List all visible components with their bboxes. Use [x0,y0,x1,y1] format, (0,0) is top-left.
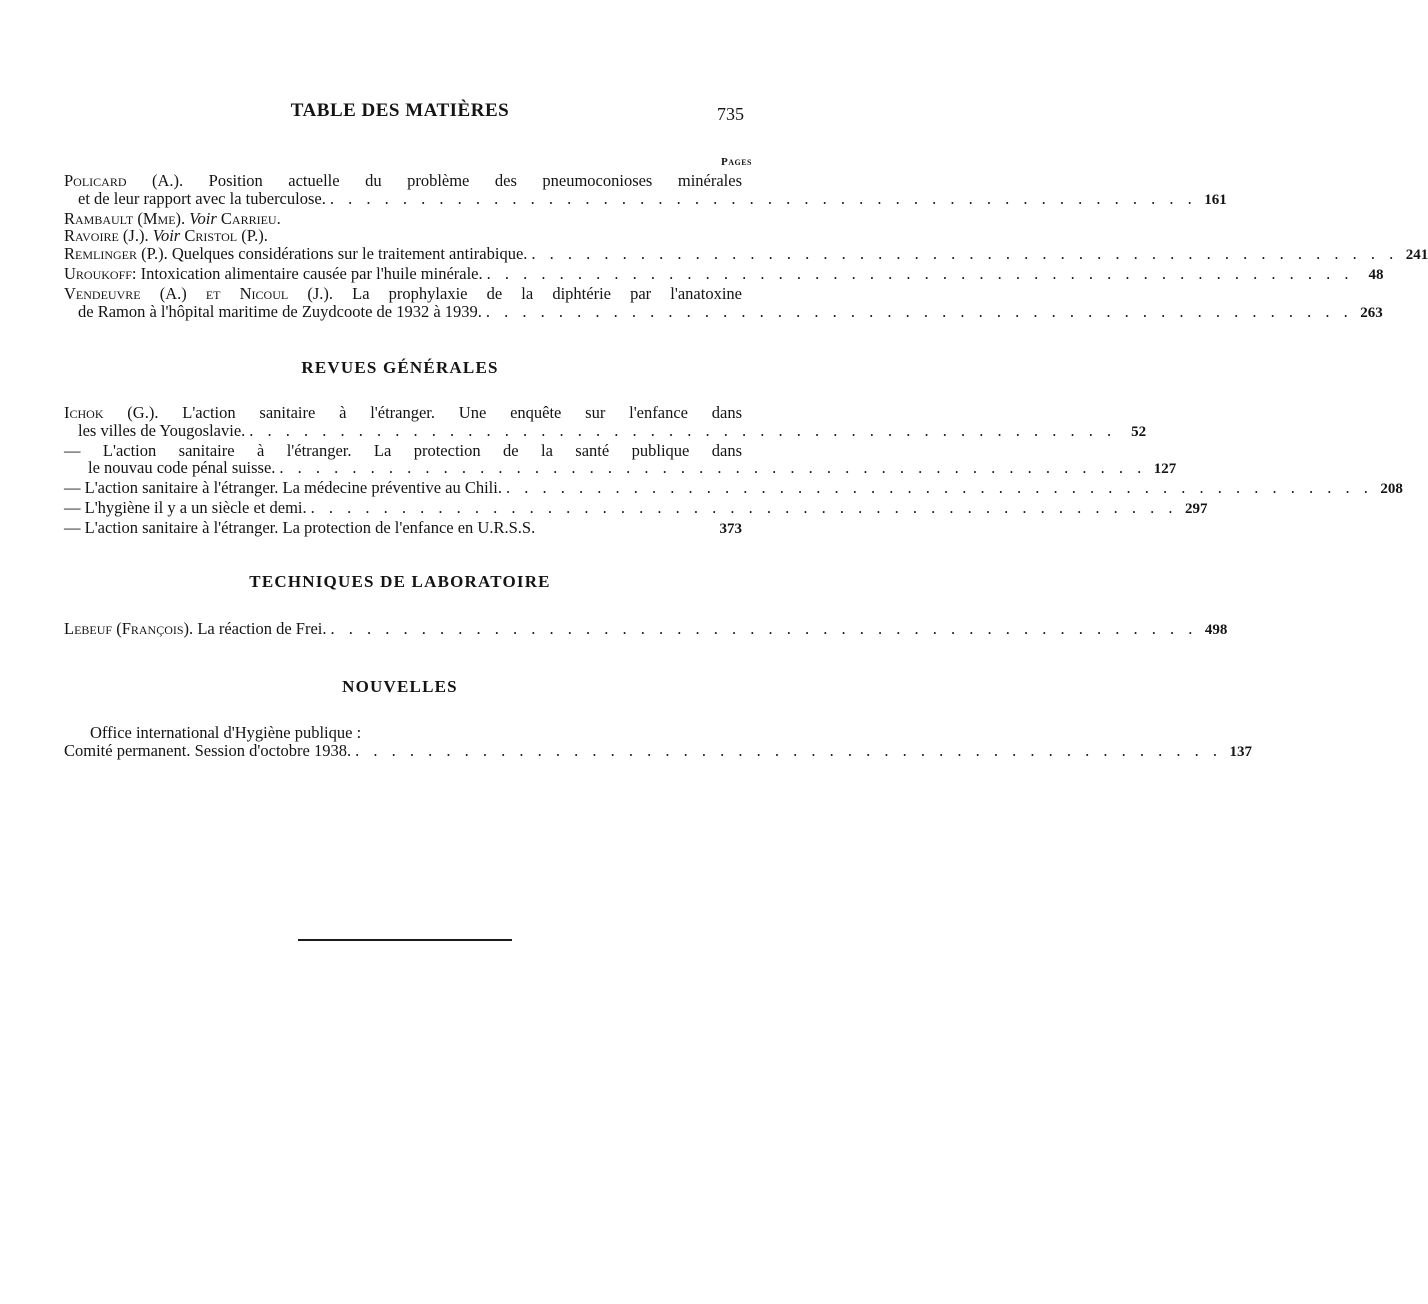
entry-title-line: Office international d'Hygiène publique : [90,723,362,742]
section-heading-techniques: TECHNIQUES DE LABORATOIRE [249,572,551,591]
entry-title-line: L'action sanitaire à l'étranger. Une enquête sur l'enfance dans [182,403,743,422]
dot-leader: . . . . . . . . . . . . . . . . . . . . . . . . . . . . . . . . . . . . . . . . . . . . . . . . [531,244,1399,264]
toc-entry [64,619,1228,640]
dot-leader: . . . . . . . . . . . . . . . . . . . . . . . . . . . . . . . . . . . . . . . . . . . . . . . . [249,420,1117,440]
section-heading-nouvelles: NOUVELLES [342,677,458,696]
toc-entry [64,723,1252,762]
entry-title-line: les villes de Yougoslavie. [78,420,246,440]
entry-cross-reference: Cristol (P.). [184,226,268,246]
toc-entry [64,244,1428,265]
entry-author: Ichok (G.). [64,403,159,422]
entry-page-number: 137 [1229,743,1252,760]
entry-page-number: 498 [1204,622,1228,638]
toc-entry [64,171,1227,210]
page-number: 735 [717,104,744,124]
entry-page-number: 52 [1131,423,1147,440]
dot-leader: . . . . . . . . . . . . . . . . . . . . . . . . . . . . . . . . . . . . . . . . . . . . . . . . [330,619,1198,638]
entry-page-number: 161 [1204,191,1227,208]
nouvelles-section [64,723,1252,762]
toc-entry [64,227,742,245]
toc-entry [64,497,1208,519]
toc-entry [64,210,742,228]
entry-see-reference: Voir [189,208,217,228]
author-index-section [64,171,1428,322]
entry-page-number: 241 [1405,247,1428,264]
entry-page-number: 127 [1153,461,1177,478]
dot-leader: . . . . . . . . . . . . . . . . . . . . . . . . . . . . . . . . . . . . . . . . . . . . . . . . [505,478,1373,498]
entry-title-line: — L'action sanitaire à l'étranger. La protection de la santé publique dans [64,440,742,460]
techniques-section [64,619,1228,640]
dot-leader: . . . . . . . . . . . . . . . . . . . . . . . . . . . . . . . . . . . . . . . . . . . . . . . . [355,740,1222,760]
toc-entry [64,403,1147,442]
entry-title-line: — L'action sanitaire à l'étranger. La médecine préventive au Chili. [64,478,502,498]
dot-leader: . . . . . . . . . . . . . . . . . . . . . . . . . . . . . . . . . . . . . . . . . . . . . . . . [485,301,1353,321]
toc-entry [64,283,1383,323]
dot-leader: . . . . . . . . . . . . . . . . . . . . . . . . . . . . . . . . . . . . . . . . . . . . . . . . [279,458,1147,478]
running-header-title: TABLE DES MATIÈRES [290,100,510,121]
entry-page-number: 373 [719,520,742,537]
entry-see-reference: Voir [152,226,181,246]
revues-section [64,403,1403,539]
entry-title-line: La réaction de Frei. [197,619,327,638]
entry-title-line: — L'action sanitaire à l'étranger. La protection de l'enfance en U.R.S.S. [64,517,536,537]
closing-rule [298,939,512,941]
entry-title-line: de Ramon à l'hôpital maritime de Zuydcoote de 1932 à 1939. [78,301,482,321]
entry-title-line: La prophylaxie de la diphtérie par l'anatoxine [352,283,742,303]
entry-title-line: et de leur rapport avec la tuberculose. [78,188,326,208]
entry-title-line: Quelques considérations sur le traitement antirabique. [171,244,528,264]
entry-author: Remlinger (P.). [64,244,168,264]
entry-author: Ravoire (J.). [64,226,149,246]
entry-title-line: Position actuelle du problème des pneumoconioses minérales [208,171,742,190]
entry-author: Lebeuf (François). [64,619,194,638]
entry-cross-reference: Carrieu. [220,208,281,228]
section-heading-revues: REVUES GÉNÉRALES [301,358,499,377]
pages-column-label: Pages [720,156,752,168]
entry-author: Vendeuvre (A.) et Nicoul (J.). [64,283,334,303]
entry-title-line: Intoxication alimentaire causée par l'huile minérale. [140,263,483,283]
dot-leader: . . . . . . . . . . . . . . . . . . . . . . . . . . . . . . . . . . . . . . . . . . . . . . . . [329,188,1197,208]
entry-page-number: 48 [1368,266,1384,283]
entry-page-number: 263 [1360,304,1383,321]
entry-page-number: 297 [1185,500,1208,517]
entry-author: Rambault (Mme). [64,208,186,228]
toc-entry [64,440,1177,480]
entry-page-number: 208 [1380,481,1403,498]
toc-entry [64,519,742,539]
entry-title-line: — L'hygiène il y a un siècle et demi. [64,497,307,517]
toc-entry [64,263,1384,285]
entry-title-line: le nouvau code pénal suisse. [88,458,276,478]
entry-title-line: Comité permanent. Session d'octobre 1938. [64,740,352,760]
entry-author: Policard (A.). [64,171,184,190]
dot-leader: . . . . . . . . . . . . . . . . . . . . . . . . . . . . . . . . . . . . . . . . . . . . . . . . [486,263,1354,283]
dot-leader: . . . . . . . . . . . . . . . . . . . . . . . . . . . . . . . . . . . . . . . . . . . . . . . . [310,497,1178,517]
entry-author: Uroukoff: [64,263,137,283]
toc-entry [64,478,1403,499]
